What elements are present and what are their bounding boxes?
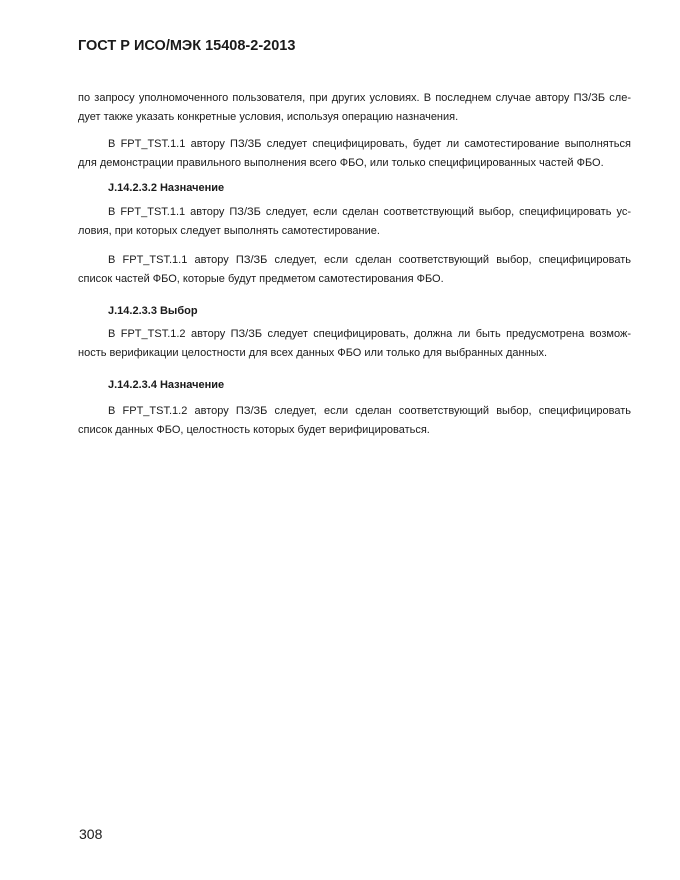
paragraph-line: В FPT_TST.1.2 автору ПЗ/ЗБ следует, если сделан соответствующий выбор, специфицировать <box>108 405 631 417</box>
paragraph-line: В FPT_TST.1.1 автору ПЗ/ЗБ следует, если сделан соответствующий выбор, специфицировать ус- <box>108 206 631 218</box>
paragraph-line: список частей ФБО, которые будут предметом самотестирования ФБО. <box>78 273 444 285</box>
page-number: 308 <box>79 826 103 842</box>
section-heading: J.14.2.3.2 Назначение <box>108 182 225 194</box>
section-heading: J.14.2.3.3 Выбор <box>108 305 198 317</box>
paragraph-line: ловия, при которых следует выполнять самотестирование. <box>78 225 380 237</box>
paragraph-line: дует также указать конкретные условия, используя операцию назначения. <box>78 111 459 123</box>
document-header: ГОСТ Р ИСО/МЭК 15408-2-2013 <box>78 38 296 54</box>
paragraph-line: В FPT_TST.1.2 автору ПЗ/ЗБ следует специфицировать, должна ли быть предусмотрена возмож- <box>108 328 631 340</box>
paragraph-line: по запросу уполномоченного пользователя, при других условиях. В последнем случае автору ПЗ/ЗБ сле- <box>78 92 631 104</box>
paragraph-line: В FPT_TST.1.1 автору ПЗ/ЗБ следует, если сделан соответствующий выбор, специфицировать <box>108 254 631 266</box>
paragraph-line: ность верификации целостности для всех данных ФБО или только для выбранных данных. <box>78 347 548 359</box>
paragraph-line: В FPT_TST.1.1 автору ПЗ/ЗБ следует специфицировать, будет ли самотестирование выполняться <box>108 138 631 150</box>
section-heading: J.14.2.3.4 Назначение <box>108 379 225 391</box>
paragraph-line: для демонстрации правильного выполнения всего ФБО, или только специфицированных частей ФБО. <box>78 157 604 169</box>
paragraph-line: список данных ФБО, целостность которых будет верифицироваться. <box>78 424 430 436</box>
